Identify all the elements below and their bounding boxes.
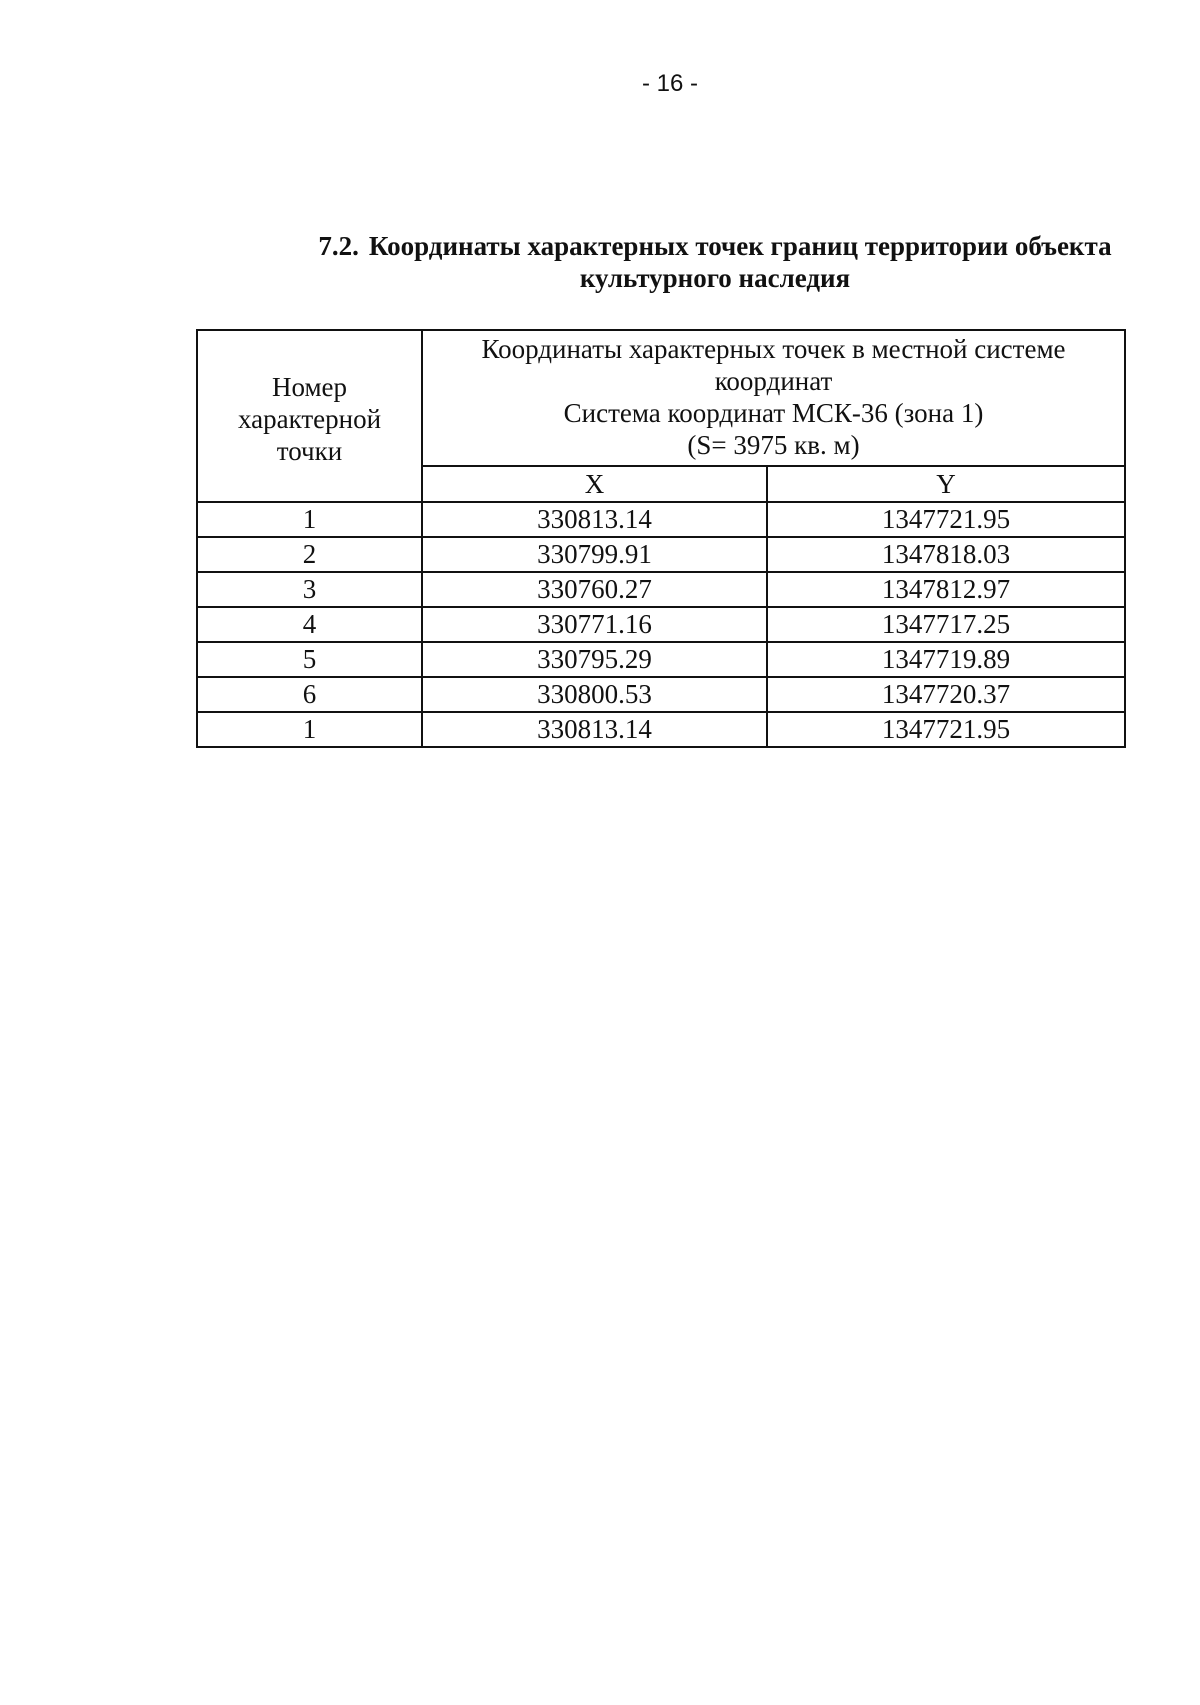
coordinates-header-line: Система координат МСК-36 (зона 1)	[563, 398, 984, 428]
y-column-header: Y	[767, 466, 1125, 502]
point-cell: 1	[197, 502, 422, 537]
y-cell: 1347818.03	[767, 537, 1125, 572]
table-row	[197, 607, 1125, 642]
point-number-header-line: характерной	[237, 404, 382, 434]
table-row	[197, 502, 1125, 537]
section-heading	[240, 230, 1190, 294]
heading-line-1	[240, 230, 1190, 262]
point-cell: 1	[197, 712, 422, 747]
coordinates-header-line: координат	[714, 366, 833, 396]
coordinates-header	[422, 330, 1125, 466]
y-cell: 1347719.89	[767, 642, 1125, 677]
x-cell: 330771.16	[422, 607, 767, 642]
point-number-header-line: Номер	[271, 372, 348, 402]
heading-text-1: Координаты характерных точек границ территории объекта	[368, 231, 1112, 261]
y-cell: 1347721.95	[767, 502, 1125, 537]
y-cell: 1347812.97	[767, 572, 1125, 607]
point-cell: 2	[197, 537, 422, 572]
heading-line-2: культурного наследия	[579, 263, 851, 293]
table-row	[197, 537, 1125, 572]
table-row	[197, 572, 1125, 607]
table-row	[197, 677, 1125, 712]
x-cell: 330799.91	[422, 537, 767, 572]
coordinates-header-line: Координаты характерных точек в местной системе	[481, 334, 1066, 364]
x-cell: 330800.53	[422, 677, 767, 712]
page-number: - 16 -	[641, 70, 698, 97]
x-cell: 330760.27	[422, 572, 767, 607]
x-cell: 330813.14	[422, 502, 767, 537]
x-cell: 330795.29	[422, 642, 767, 677]
y-cell: 1347717.25	[767, 607, 1125, 642]
point-cell: 6	[197, 677, 422, 712]
table-row	[197, 642, 1125, 677]
y-cell: 1347721.95	[767, 712, 1125, 747]
x-column-header: X	[422, 466, 767, 502]
table-row	[197, 712, 1125, 747]
coordinates-header-line: (S= 3975 кв. м)	[687, 430, 860, 460]
point-number-header-line: точки	[276, 436, 343, 466]
coordinates-table	[196, 329, 1126, 748]
x-cell: 330813.14	[422, 712, 767, 747]
table-header-row	[197, 330, 1125, 466]
point-cell: 5	[197, 642, 422, 677]
y-cell: 1347720.37	[767, 677, 1125, 712]
point-cell: 3	[197, 572, 422, 607]
point-cell: 4	[197, 607, 422, 642]
section-number: 7.2.	[318, 231, 359, 261]
point-number-header	[197, 330, 422, 502]
